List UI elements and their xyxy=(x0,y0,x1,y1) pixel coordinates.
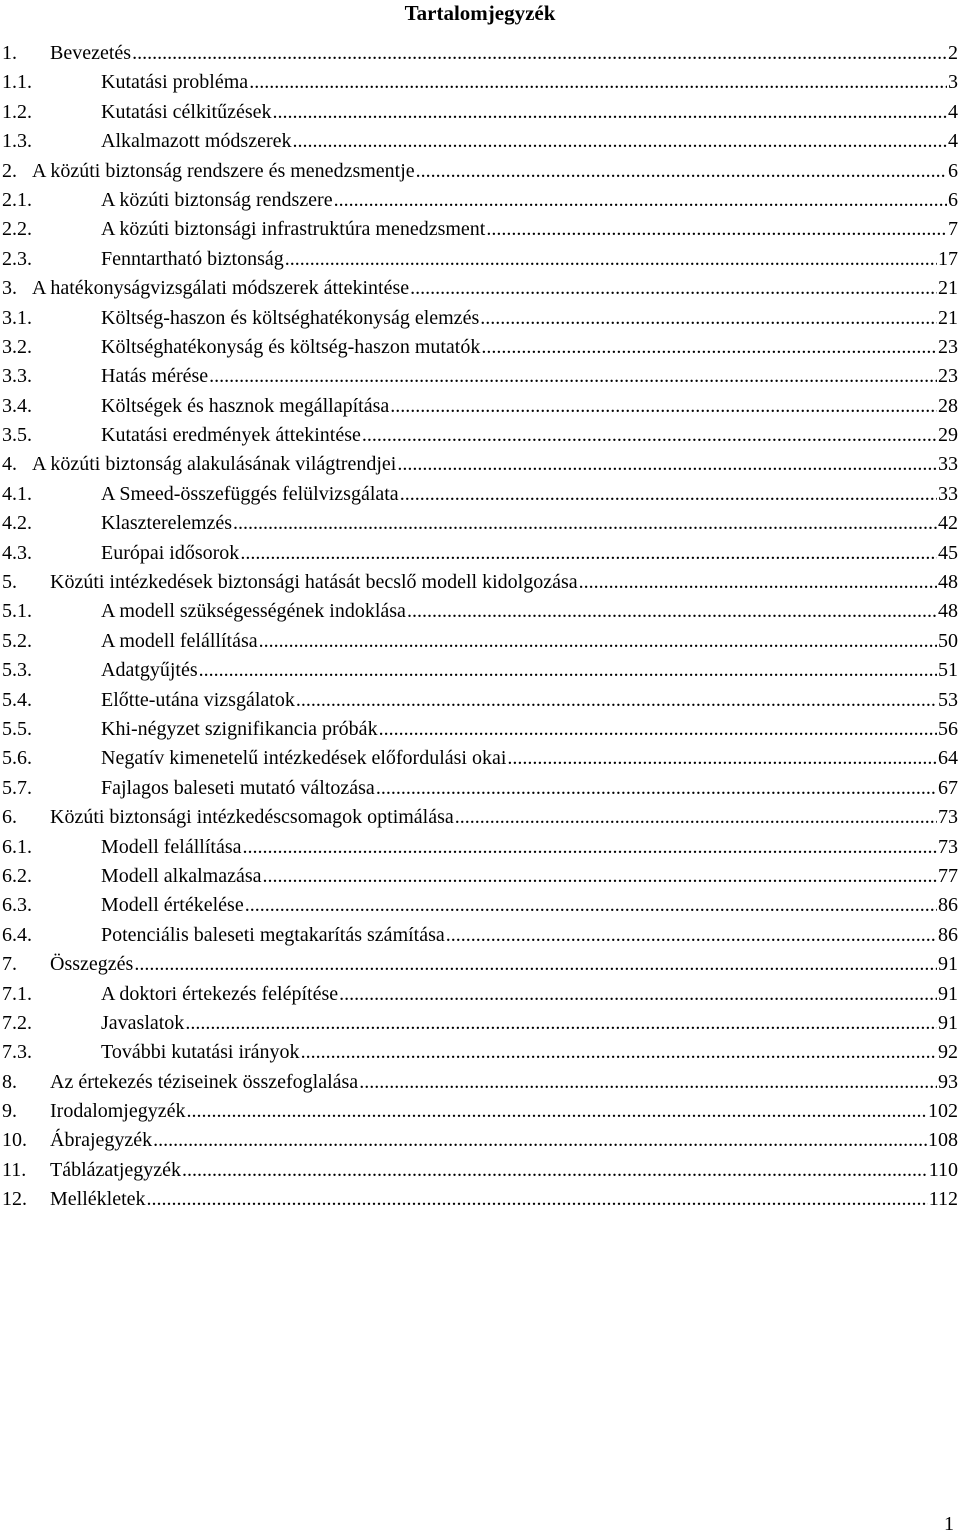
toc-entry-number: 3.4. xyxy=(2,394,32,417)
toc-entry-line xyxy=(50,1156,958,1185)
toc-entry-title[interactable]: Klaszterelemzés xyxy=(101,512,233,535)
toc-entry-number: 7.2. xyxy=(2,1011,32,1034)
toc-entry-title[interactable]: Költség-haszon és költséghatékonyság elemzés xyxy=(101,306,480,329)
table-of-contents xyxy=(0,39,960,1215)
toc-entry[interactable] xyxy=(0,921,960,950)
toc-entry-line xyxy=(32,157,958,186)
toc-dot-leader xyxy=(486,215,947,244)
toc-entry-page: 108 xyxy=(928,1129,958,1152)
toc-entry-page: 21 xyxy=(938,306,958,329)
toc-entry[interactable] xyxy=(0,392,960,421)
page-number: 1 xyxy=(944,1513,954,1535)
toc-entry-number: 2.2. xyxy=(2,218,32,241)
toc-entry-line xyxy=(101,597,958,626)
toc-entry[interactable] xyxy=(0,656,960,685)
toc-dot-leader xyxy=(240,539,937,568)
toc-entry-line xyxy=(32,450,958,479)
toc-dot-leader xyxy=(376,774,937,803)
toc-entry-page: 91 xyxy=(938,1011,958,1034)
toc-entry-line xyxy=(101,686,958,715)
toc-entry-title[interactable]: Az értekezés téziseinek összefoglalása xyxy=(50,1070,359,1093)
toc-entry[interactable] xyxy=(0,568,960,597)
toc-entry-number: 5.7. xyxy=(2,776,32,799)
toc-entry-number: 8. xyxy=(2,1070,17,1093)
toc-entry[interactable] xyxy=(0,480,960,509)
toc-entry-title[interactable]: A modell szükségességének indoklása xyxy=(101,600,406,623)
toc-entry-number: 2.3. xyxy=(2,247,32,270)
toc-entry-number: 3.5. xyxy=(2,424,32,447)
toc-dot-leader xyxy=(132,39,947,68)
toc-entry-line xyxy=(101,1009,958,1038)
toc-entry-page: 33 xyxy=(938,453,958,476)
toc-entry-number: 11. xyxy=(2,1158,27,1181)
toc-entry-line xyxy=(101,304,958,333)
toc-entry-title[interactable]: Kutatási probléma xyxy=(101,71,249,94)
toc-entry-number: 7.1. xyxy=(2,982,32,1005)
toc-entry[interactable] xyxy=(0,1068,960,1097)
toc-entry-line xyxy=(101,215,958,244)
toc-entry-number: 1.3. xyxy=(2,130,32,153)
toc-dot-leader xyxy=(199,656,937,685)
toc-entry-line xyxy=(101,362,958,391)
toc-entry[interactable] xyxy=(0,98,960,127)
toc-entry-page: 29 xyxy=(938,424,958,447)
toc-entry-line xyxy=(50,1097,958,1126)
toc-entry-line xyxy=(50,1185,958,1214)
toc-entry-number: 5.3. xyxy=(2,659,32,682)
toc-entry-title[interactable]: A közúti biztonság rendszere xyxy=(101,188,333,211)
toc-entry-line xyxy=(101,980,958,1009)
toc-entry[interactable] xyxy=(0,627,960,656)
toc-entry-title[interactable]: Irodalomjegyzék xyxy=(50,1100,186,1123)
toc-entry-number: 5.4. xyxy=(2,688,32,711)
toc-entry-number: 4. xyxy=(2,453,17,476)
toc-entry[interactable] xyxy=(0,891,960,920)
toc-entry-page: 33 xyxy=(938,482,958,505)
toc-entry-number: 6. xyxy=(2,806,17,829)
toc-entry-number: 10. xyxy=(2,1129,27,1152)
toc-entry-page: 112 xyxy=(928,1188,958,1211)
toc-entry-line xyxy=(101,833,958,862)
toc-dot-leader xyxy=(334,186,947,215)
toc-dot-leader xyxy=(285,245,937,274)
toc-entry-title[interactable]: Európai idősorok xyxy=(101,541,240,564)
toc-entry-line xyxy=(50,1126,958,1155)
toc-entry-number: 5.5. xyxy=(2,717,32,740)
toc-dot-leader xyxy=(263,862,938,891)
toc-entry-number: 5.1. xyxy=(2,600,32,623)
toc-entry-title[interactable]: Hatás mérése xyxy=(101,365,209,388)
toc-entry-page: 86 xyxy=(938,923,958,946)
toc-entry-title[interactable]: Khi-négyzet szignifikancia próbák xyxy=(101,717,378,740)
toc-dot-leader xyxy=(390,392,937,421)
toc-entry[interactable] xyxy=(0,1126,960,1155)
toc-entry-title[interactable]: Javaslatok xyxy=(101,1011,185,1034)
toc-entry-title[interactable]: Kutatási eredmények áttekintése xyxy=(101,424,361,447)
toc-entry-page: 51 xyxy=(938,659,958,682)
toc-entry[interactable] xyxy=(0,774,960,803)
toc-entry-line xyxy=(101,127,958,156)
toc-entry-title[interactable]: A közúti biztonság rendszere és menedzsmentje xyxy=(32,159,415,182)
toc-entry-line xyxy=(50,568,958,597)
toc-entry-line xyxy=(50,950,958,979)
toc-entry-line xyxy=(101,862,958,891)
toc-entry-title[interactable]: Alkalmazott módszerek xyxy=(101,130,292,153)
toc-entry[interactable] xyxy=(0,68,960,97)
toc-entry-title[interactable]: A doktori értekezés felépítése xyxy=(101,982,339,1005)
toc-entry-page: 23 xyxy=(938,335,958,358)
toc-entry-number: 1.2. xyxy=(2,100,32,123)
toc-entry-page: 64 xyxy=(938,747,958,770)
toc-dot-leader xyxy=(507,744,937,773)
toc-entry-title[interactable]: Negatív kimenetelű intézkedések előfordulási okai xyxy=(101,747,507,770)
toc-entry[interactable] xyxy=(0,274,960,303)
toc-entry-title[interactable]: Fenntartható biztonság xyxy=(101,247,284,270)
toc-entry-title[interactable]: A közúti biztonsági infrastruktúra menedzsment xyxy=(101,218,486,241)
toc-entry-line xyxy=(101,333,958,362)
toc-entry-title[interactable]: Kutatási célkitűzések xyxy=(101,100,272,123)
toc-entry-line xyxy=(50,803,958,832)
toc-entry-line xyxy=(101,539,958,568)
toc-entry-page: 56 xyxy=(938,717,958,740)
toc-entry-line xyxy=(101,744,958,773)
toc-entry-line xyxy=(101,392,958,421)
toc-entry[interactable] xyxy=(0,803,960,832)
toc-entry[interactable] xyxy=(0,362,960,391)
toc-dot-leader xyxy=(243,833,937,862)
toc-entry-title[interactable]: A közúti biztonság alakulásának világtrendjei xyxy=(32,453,397,476)
toc-dot-leader xyxy=(579,568,937,597)
toc-entry-number: 3.1. xyxy=(2,306,32,329)
toc-entry-title[interactable]: A modell felállítása xyxy=(101,629,258,652)
toc-entry-page: 77 xyxy=(938,864,958,887)
toc-entry-title[interactable]: Modell értékelése xyxy=(101,894,244,917)
toc-entry-page: 48 xyxy=(938,571,958,594)
toc-entry-title[interactable]: Bevezetés xyxy=(50,42,132,64)
toc-entry-page: 93 xyxy=(938,1070,958,1093)
toc-dot-leader xyxy=(233,509,937,538)
toc-dot-leader xyxy=(245,891,937,920)
toc-entry[interactable] xyxy=(0,245,960,274)
toc-dot-leader xyxy=(273,98,948,127)
toc-entry[interactable] xyxy=(0,950,960,979)
toc-dot-leader xyxy=(379,715,937,744)
toc-entry-line xyxy=(101,627,958,656)
toc-entry-number: 6.1. xyxy=(2,835,32,858)
toc-dot-leader xyxy=(359,1068,937,1097)
toc-entry-line xyxy=(101,186,958,215)
toc-entry-page: 23 xyxy=(938,365,958,388)
toc-entry-line xyxy=(101,98,958,127)
toc-entry-title[interactable]: Összegzés xyxy=(50,953,134,976)
toc-dot-leader xyxy=(209,362,937,391)
toc-entry[interactable] xyxy=(0,833,960,862)
toc-entry[interactable] xyxy=(0,186,960,215)
toc-entry[interactable] xyxy=(0,421,960,450)
toc-entry[interactable] xyxy=(0,980,960,1009)
toc-entry-number: 12. xyxy=(2,1188,27,1211)
toc-entry-number: 6.4. xyxy=(2,923,32,946)
toc-entry[interactable] xyxy=(0,215,960,244)
toc-entry-page: 21 xyxy=(938,277,958,300)
toc-entry[interactable] xyxy=(0,39,960,68)
toc-dot-leader xyxy=(400,480,937,509)
toc-dot-leader xyxy=(407,597,937,626)
toc-entry-line xyxy=(101,245,958,274)
toc-entry-number: 4.3. xyxy=(2,541,32,564)
toc-entry-title[interactable]: Potenciális baleseti megtakarítás számítása xyxy=(101,923,445,946)
toc-entry[interactable] xyxy=(0,1156,960,1185)
toc-entry-page: 17 xyxy=(938,247,958,270)
toc-entry-number: 7. xyxy=(2,953,17,976)
toc-entry-number: 1.1. xyxy=(2,71,32,94)
toc-entry-page: 28 xyxy=(938,394,958,417)
toc-entry[interactable] xyxy=(0,1185,960,1214)
toc-entry-page: 73 xyxy=(938,835,958,858)
toc-entry-line xyxy=(101,509,958,538)
toc-entry-page: 48 xyxy=(938,600,958,623)
toc-entry-page: 42 xyxy=(938,512,958,535)
toc-entry-number: 2.1. xyxy=(2,188,32,211)
toc-entry-page: 4 xyxy=(948,100,958,123)
toc-entry[interactable] xyxy=(0,1097,960,1126)
toc-entry-line xyxy=(101,480,958,509)
toc-entry-page: 91 xyxy=(938,953,958,976)
toc-entry-number: 1. xyxy=(2,42,17,64)
toc-entry[interactable] xyxy=(0,450,960,479)
toc-dot-leader xyxy=(249,68,947,97)
toc-dot-leader xyxy=(185,1009,937,1038)
toc-dot-leader xyxy=(259,627,937,656)
toc-dot-leader xyxy=(410,274,937,303)
toc-dot-leader xyxy=(416,157,947,186)
toc-entry-line xyxy=(50,39,958,68)
toc-entry[interactable] xyxy=(0,333,960,362)
toc-entry-page: 2 xyxy=(948,42,958,64)
toc-entry-page: 53 xyxy=(938,688,958,711)
toc-entry-number: 9. xyxy=(2,1100,17,1123)
toc-entry-line xyxy=(101,774,958,803)
toc-entry-title[interactable]: Közúti intézkedések biztonsági hatását becslő modell kidolgozása xyxy=(50,571,578,594)
toc-entry[interactable] xyxy=(0,862,960,891)
toc-dot-leader xyxy=(296,686,937,715)
toc-entry[interactable] xyxy=(0,715,960,744)
toc-entry-page: 92 xyxy=(938,1041,958,1064)
toc-dot-leader xyxy=(293,127,948,156)
toc-entry-title[interactable]: Modell felállítása xyxy=(101,835,242,858)
toc-entry-number: 3.2. xyxy=(2,335,32,358)
toc-dot-leader xyxy=(147,1185,928,1214)
toc-entry-number: 4.1. xyxy=(2,482,32,505)
toc-entry[interactable] xyxy=(0,686,960,715)
toc-entry[interactable] xyxy=(0,539,960,568)
toc-entry-line xyxy=(101,891,958,920)
toc-entry-title[interactable]: Fajlagos baleseti mutató változása xyxy=(101,776,375,799)
toc-entry-number: 7.3. xyxy=(2,1041,32,1064)
toc-entry[interactable] xyxy=(0,744,960,773)
toc-entry[interactable] xyxy=(0,1009,960,1038)
toc-entry-line xyxy=(101,1038,958,1067)
toc-entry-line xyxy=(101,921,958,950)
toc-dot-leader xyxy=(481,333,937,362)
toc-entry-number: 6.2. xyxy=(2,864,32,887)
toc-entry-number: 3.3. xyxy=(2,365,32,388)
toc-entry-line xyxy=(32,274,958,303)
toc-dot-leader xyxy=(362,421,937,450)
toc-dot-leader xyxy=(301,1038,937,1067)
toc-dot-leader xyxy=(134,950,937,979)
toc-dot-leader xyxy=(339,980,937,1009)
toc-entry-line xyxy=(101,68,958,97)
toc-dot-leader xyxy=(153,1126,927,1155)
toc-entry-title[interactable]: Adatgyűjtés xyxy=(101,659,198,682)
toc-entry-title[interactable]: Táblázatjegyzék xyxy=(50,1158,182,1181)
toc-entry-number: 6.3. xyxy=(2,894,32,917)
toc-entry-title[interactable]: A hatékonyságvizsgálati módszerek áttekintése xyxy=(32,277,410,300)
toc-entry-title[interactable]: Mellékletek xyxy=(50,1188,146,1211)
toc-entry-number: 2. xyxy=(2,159,17,182)
toc-entry-page: 91 xyxy=(938,982,958,1005)
toc-entry-line xyxy=(101,656,958,685)
toc-entry-page: 4 xyxy=(948,130,958,153)
toc-dot-leader xyxy=(455,803,937,832)
page-title: Tartalomjegyzék xyxy=(404,1,556,25)
toc-entry-page: 67 xyxy=(938,776,958,799)
toc-entry-title[interactable]: Költségek és hasznok megállapítása xyxy=(101,394,390,417)
toc-dot-leader xyxy=(182,1156,928,1185)
toc-entry-title[interactable]: További kutatási irányok xyxy=(101,1041,300,1064)
toc-entry-page: 102 xyxy=(928,1100,958,1123)
toc-entry-page: 6 xyxy=(948,159,958,182)
toc-entry-page: 7 xyxy=(948,218,958,241)
toc-entry-number: 3. xyxy=(2,277,17,300)
toc-entry[interactable] xyxy=(0,509,960,538)
toc-entry[interactable] xyxy=(0,304,960,333)
toc-entry-title[interactable]: A Smeed-összefüggés felülvizsgálata xyxy=(101,482,399,505)
toc-entry-page: 6 xyxy=(948,188,958,211)
toc-entry-line xyxy=(50,1068,958,1097)
toc-entry-number: 5. xyxy=(2,571,17,594)
toc-entry[interactable] xyxy=(0,127,960,156)
toc-dot-leader xyxy=(397,450,937,479)
toc-entry[interactable] xyxy=(0,1038,960,1067)
toc-entry-page: 45 xyxy=(938,541,958,564)
toc-entry-page: 73 xyxy=(938,806,958,829)
toc-entry-page: 86 xyxy=(938,894,958,917)
toc-entry-number: 5.6. xyxy=(2,747,32,770)
toc-entry-title[interactable]: Ábrajegyzék xyxy=(50,1129,153,1152)
toc-entry-page: 3 xyxy=(948,71,958,94)
toc-dot-leader xyxy=(480,304,937,333)
toc-entry-title[interactable]: Modell alkalmazása xyxy=(101,864,262,887)
toc-entry-page: 50 xyxy=(938,629,958,652)
toc-entry-title[interactable]: Közúti biztonsági intézkedéscsomagok optimálása xyxy=(50,806,454,829)
toc-entry-line xyxy=(101,715,958,744)
toc-entry-title[interactable]: Előtte-utána vizsgálatok xyxy=(101,688,295,711)
toc-entry-line xyxy=(101,421,958,450)
toc-dot-leader xyxy=(446,921,937,950)
toc-entry[interactable] xyxy=(0,597,960,626)
toc-entry[interactable] xyxy=(0,157,960,186)
toc-entry-page: 110 xyxy=(928,1158,958,1181)
toc-entry-number: 4.2. xyxy=(2,512,32,535)
toc-entry-title[interactable]: Költséghatékonyság és költség-haszon mutatók xyxy=(101,335,481,358)
toc-entry-number: 5.2. xyxy=(2,629,32,652)
toc-dot-leader xyxy=(187,1097,928,1126)
